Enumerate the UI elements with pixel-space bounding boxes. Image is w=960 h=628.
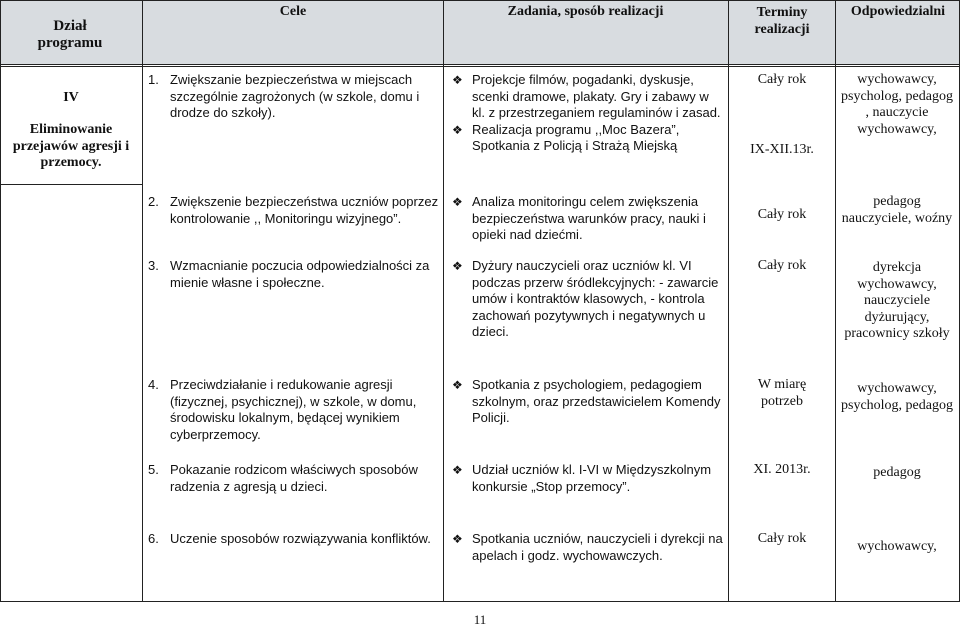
goal-text: Zwiększanie bezpieczeństwa w miejscach szczególnie zagrożonych (w szkole, domu i drodze do szkoły). [170,72,420,120]
task-text: Udział uczniów kl. I-VI w Międzyszkolnym konkursie „Stop przemocy”. [472,462,712,494]
task-text: Realizacja programu ,,Moc Bazera”, Spotkania z Policją i Strażą Miejską [472,121,680,153]
goal-number: 6. [148,531,159,546]
header-bottom-border-2 [0,66,960,67]
goal-number: 5. [148,462,159,477]
goal-text: Zwiększenie bezpieczeństwa uczniów poprzez kontrolowanie ,, Monitoringu wizyjnego”. [170,194,439,226]
col-border-2 [142,0,143,602]
goal-text: Wzmacnianie poczucia odpowiedzialności za mienie własne i społeczne. [170,258,430,290]
responsible-3: dyrekcja wychowawcy, nauczyciele dyżurujący, pracownicy szkoły [844,260,950,341]
col-border-3 [443,0,444,602]
table-bottom-border [0,601,960,602]
goal-item-2 [148,194,440,227]
term-5: XI. 2013r. [753,462,811,477]
task-item [452,377,724,427]
task-text: Spotkania uczniów, nauczycieli i dyrekcji na apelach i godz. wychowawczych. [472,531,723,563]
goal-number: 2. [148,194,159,209]
goal-number: 4. [148,377,159,392]
col-border-5 [835,0,836,602]
responsible-5: pedagog [873,465,921,480]
section-roman: IV [63,90,79,105]
task-list-1 [452,72,724,155]
col-border-4 [728,0,729,602]
goal-item-4 [148,377,440,443]
responsible-4: wychowawcy, psycholog, pedagog [841,381,953,413]
diamond-bullet-icon: ❖ [452,122,463,137]
task-text: Analiza monitoringu celem zwiększenia bezpieczeństwa warunków pracy, nauki i opieki nad dziećmi. [472,194,706,242]
task-list-5 [452,462,724,495]
task-item [452,194,724,244]
term-4: W miarę potrzeb [757,377,807,409]
goal-text: Uczenie sposobów rozwiązywania konfliktów. [170,531,431,546]
term-6: Cały rok [757,531,807,546]
goal-number: 1. [148,72,159,87]
goal-text: Przeciwdziałanie i redukowanie agresji (fizycznej, psychicznej), w szkole, w domu, środowisku lokalnym, będącej wynikiem cyberprzemocy. [170,377,417,442]
diamond-bullet-icon: ❖ [452,532,463,546]
page-number: 11 [473,612,487,627]
header-bottom-border [0,64,960,65]
term-1b: IX-XII.13r. [750,142,814,157]
diamond-bullet-icon: ❖ [452,73,463,87]
term-2: Cały rok [757,207,807,222]
goal-item-6 [148,531,440,548]
task-item [452,531,724,564]
goal-item-3 [148,258,440,291]
diamond-bullet-icon: ❖ [452,195,463,209]
diamond-bullet-icon: ❖ [452,259,463,273]
section-bottom-border [0,184,142,185]
task-item [452,462,724,495]
goal-text: Pokazanie rodzicom właściwych sposobów radzenia z agresją u dzieci. [170,462,418,494]
goal-item-1 [148,72,440,122]
task-item [452,122,724,155]
task-text: Projekcje filmów, pogadanki, dyskusje, scenki dramowe, plakaty. Gry i zabawy w kl. z przestrzeganiem regulaminów i zasad. [472,72,721,120]
diamond-bullet-icon: ❖ [452,378,463,392]
task-list-3 [452,258,724,341]
task-item [452,258,724,341]
responsible-6: wychowawcy, [857,539,937,554]
header-section: Dział programu [37,18,103,51]
header-terms: Terminy realizacji [754,5,810,37]
task-list-4 [452,377,724,427]
goal-item-5 [148,462,440,495]
task-item [452,72,724,122]
header-responsible: Odpowiedzialni [850,4,946,19]
header-goals: Cele [279,4,307,19]
task-list-2 [452,194,724,244]
task-text: Spotkania z psychologiem, pedagogiem szkolnym, oraz przedstawicielem Komendy Policji. [472,377,721,425]
diamond-bullet-icon: ❖ [452,463,463,477]
term-1: Cały rok [757,72,807,87]
section-title: Eliminowanie przejawów agresji i przemocy. [12,122,130,170]
responsible-1: wychowawcy, psycholog, pedagog , nauczycie wychowawcy, [841,72,953,137]
task-list-6 [452,531,724,564]
responsible-2: pedagog nauczyciele, woźny [841,194,953,226]
header-tasks: Zadania, sposób realizacji [507,4,664,19]
header-top-border [0,0,960,1]
task-text: Dyżury nauczycieli oraz uczniów kl. VI podczas przerw śródlekcyjnych: - zawarcie umów i kontraktów klasowych, - kontrola zachowań pozytywnych i negatywnych u dzieci. [472,258,719,339]
term-3: Cały rok [757,258,807,273]
goal-number: 3. [148,258,159,273]
